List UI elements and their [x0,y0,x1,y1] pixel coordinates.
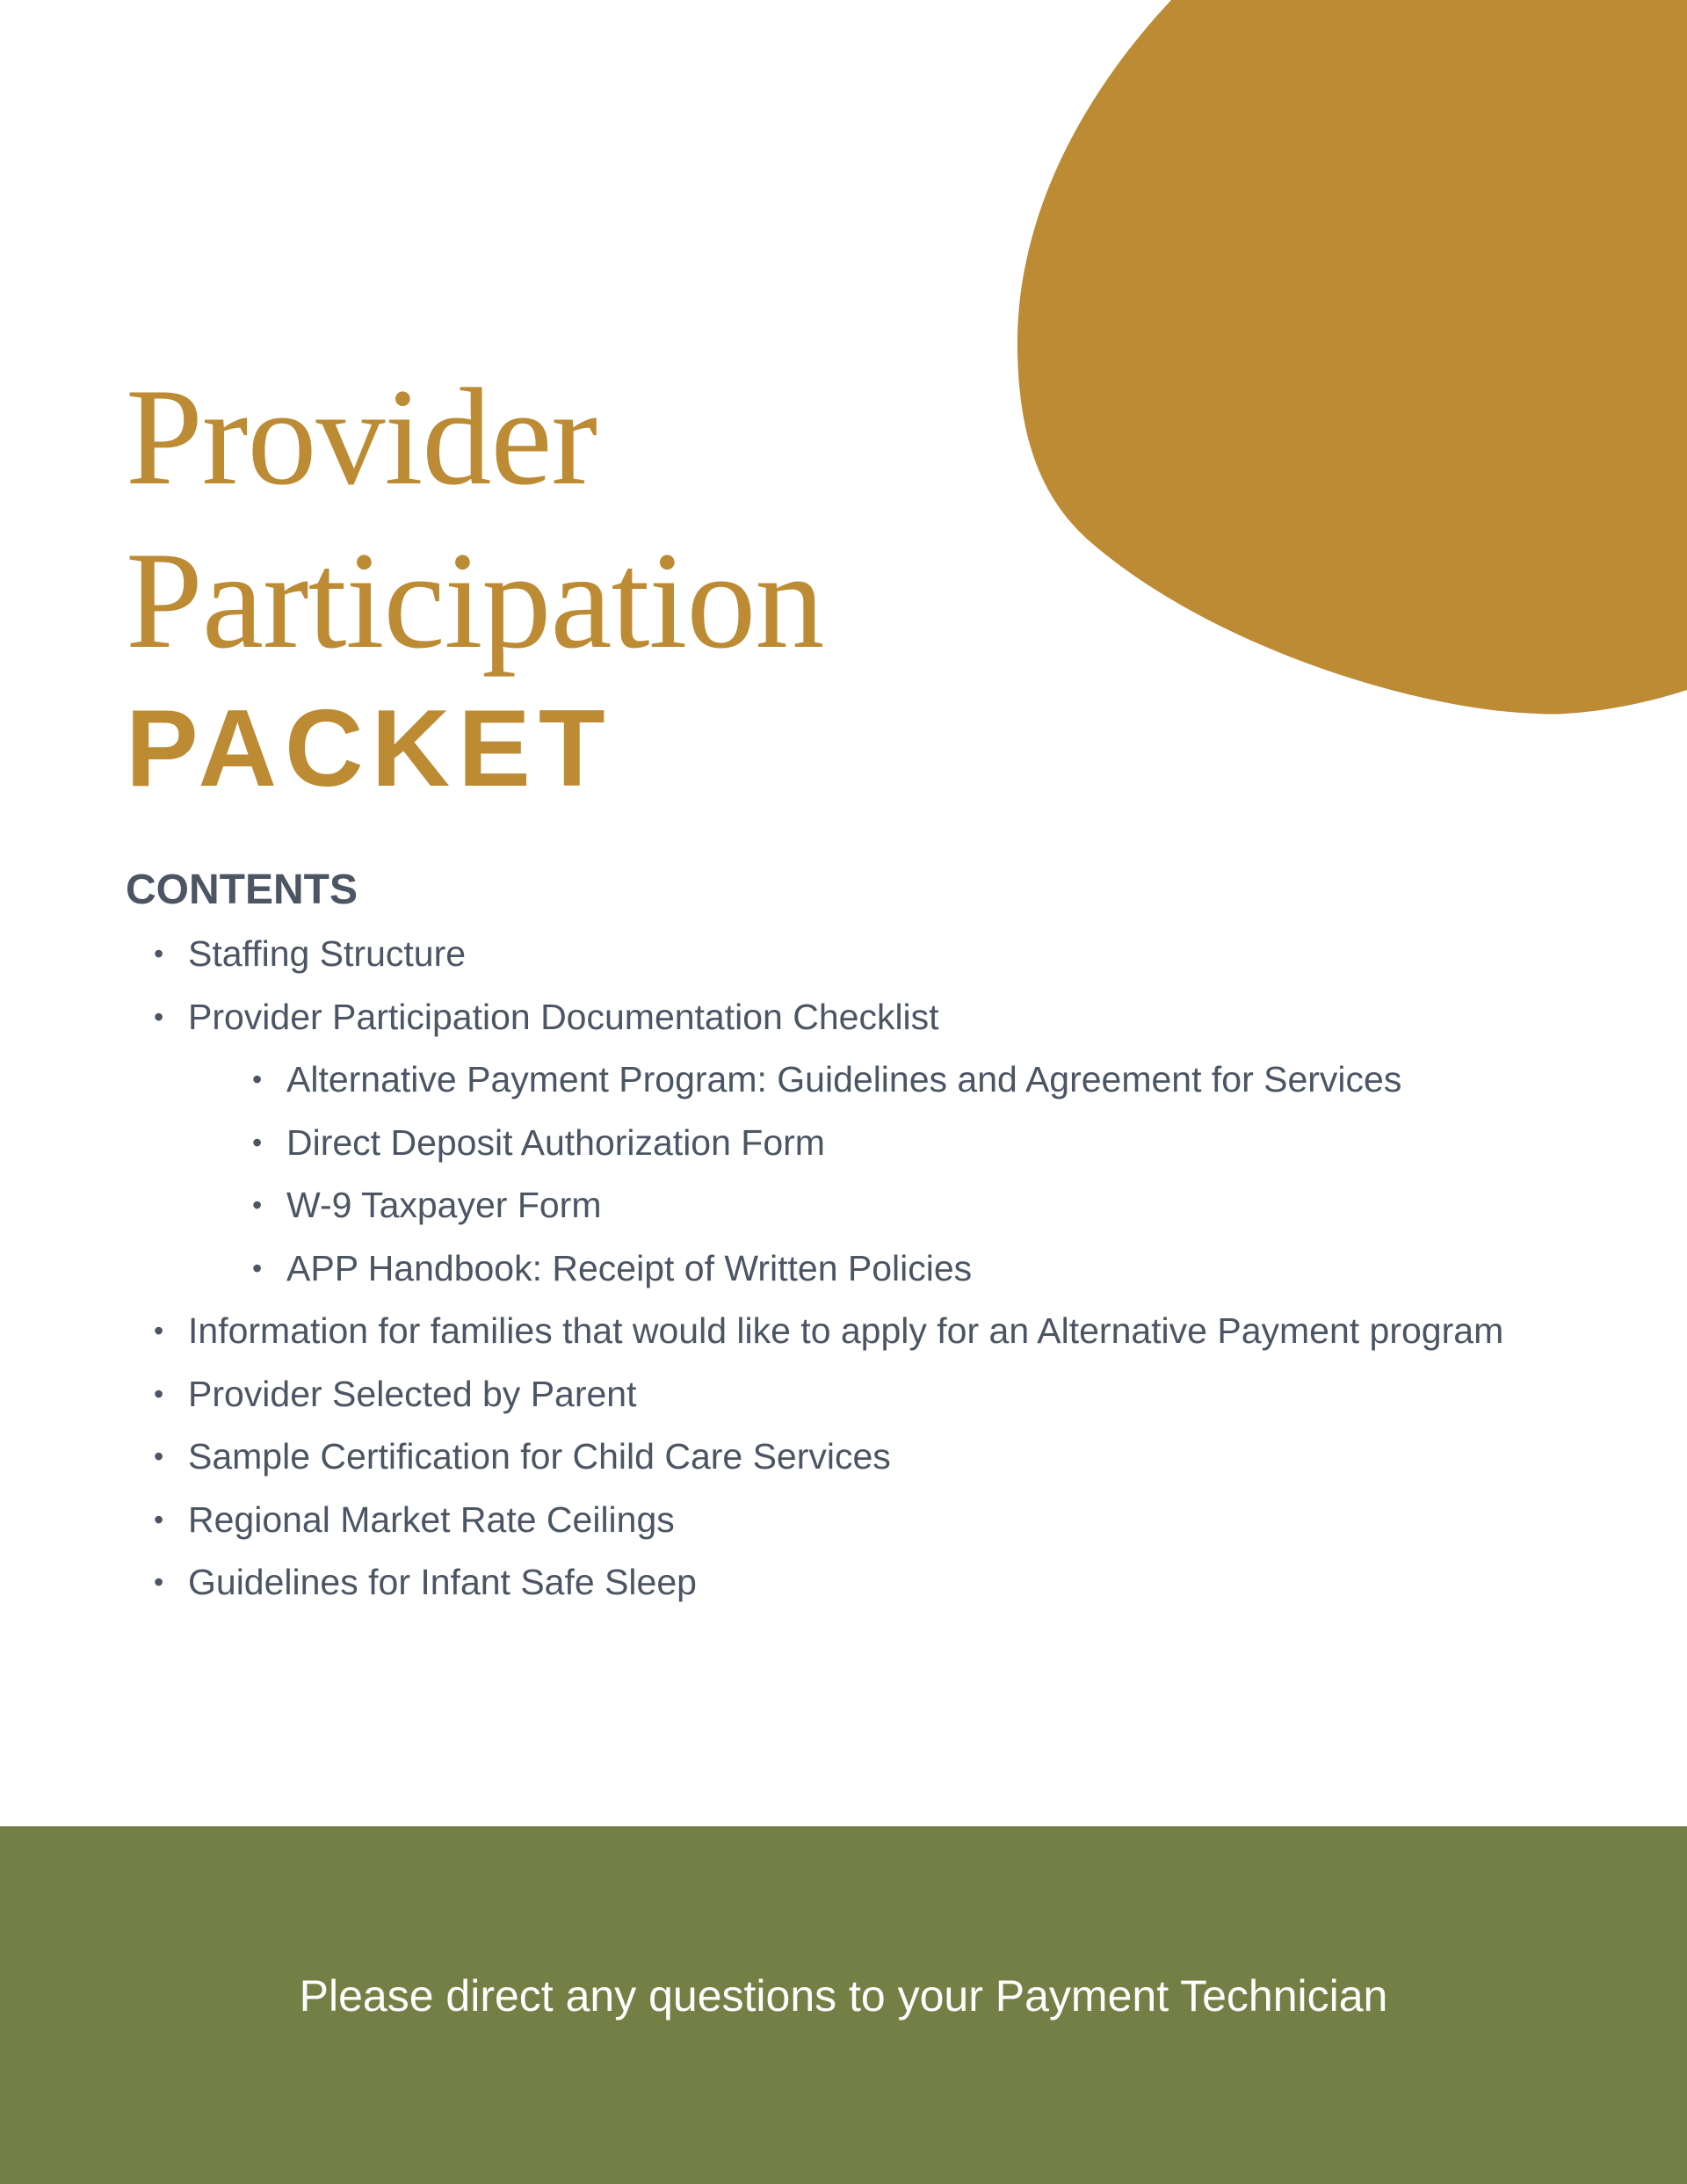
contents-item-text: Direct Deposit Authorization Form [286,1121,825,1163]
contents-item-text: Staffing Structure [188,933,467,974]
contents-item-text: W-9 Taxpayer Form [286,1185,602,1225]
bullet-icon: • [154,1315,164,1346]
title-line-participation: Participation [126,524,824,678]
contents-item [126,1558,1567,1606]
contents-subitem [126,1119,1567,1166]
contents-item-text: Provider Participation Documentation Checklist [188,996,939,1037]
bullet-icon: • [252,1252,263,1284]
bullet-icon: • [154,1000,164,1033]
bullet-icon: • [252,1063,263,1095]
contents-section [126,863,1567,1622]
footer-text: Please direct any questions to your Payment Technician [299,1970,1388,2021]
contents-list [126,930,1567,1606]
title-line-packet: PACKET [126,688,613,809]
contents-item [126,1370,1567,1418]
footer-banner [0,1826,1687,2184]
contents-item-text: Provider Selected by Parent [188,1373,637,1414]
bullet-icon: • [154,1503,164,1535]
bullet-icon: • [154,1377,164,1410]
contents-item [126,1496,1567,1543]
contents-item [126,1307,1567,1354]
contents-subitem [126,1056,1567,1103]
contents-item [126,930,1567,977]
contents-item [126,993,1567,1041]
contents-item-text: APP Handbook: Receipt of Written Policies [286,1247,973,1288]
bullet-icon: • [252,1189,263,1221]
title-line-provider: Provider [126,360,597,514]
contents-item-text: Alternative Payment Program: Guidelines and Agreement for Services [286,1059,1402,1099]
bullet-icon: • [252,1126,263,1158]
bullet-icon: • [154,938,164,969]
contents-item-text: Guidelines for Infant Safe Sleep [188,1562,697,1602]
contents-subitem [126,1244,1567,1292]
document-title [126,356,823,815]
contents-item [126,1433,1567,1480]
bullet-icon: • [154,1440,164,1472]
contents-item-text: Sample Certification for Child Care Services [188,1436,891,1477]
contents-item-text: Regional Market Rate Ceilings [188,1498,675,1540]
contents-item-text: Information for families that would like to apply for an Alternative Payment program [188,1310,1504,1351]
contents-subitem [126,1181,1567,1229]
contents-heading: CONTENTS [126,867,358,913]
bullet-icon: • [154,1566,164,1598]
